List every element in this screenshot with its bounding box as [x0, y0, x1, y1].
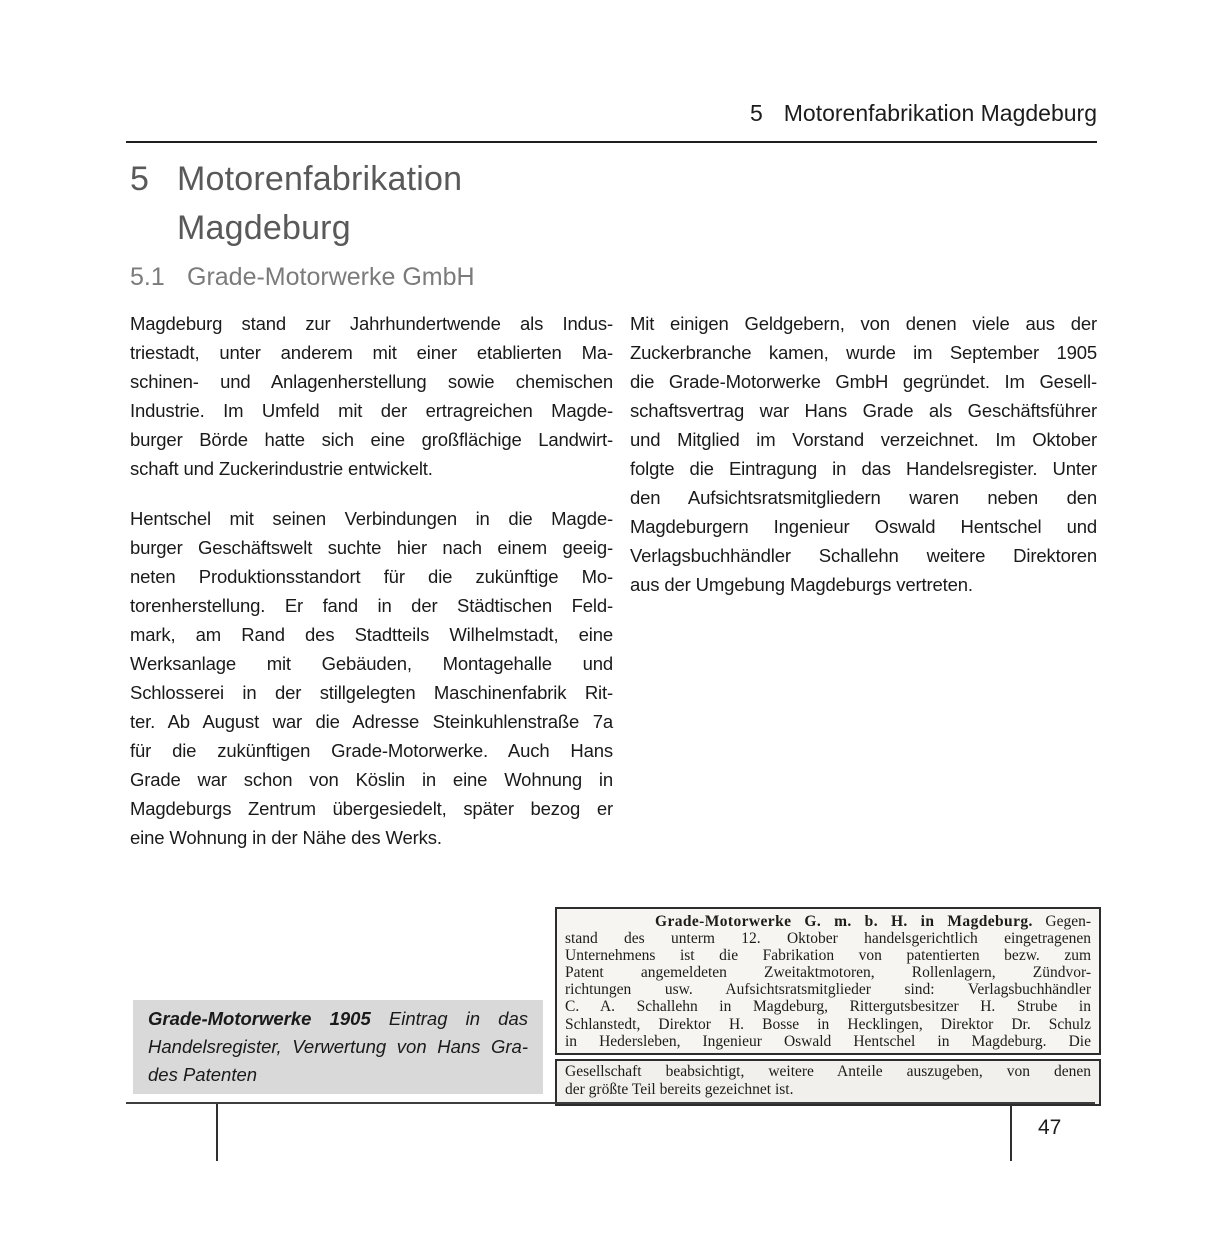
text-line: Zuckerbranche kamen, wurde im September 1905: [630, 342, 1097, 363]
paragraph: [630, 309, 1097, 599]
text-line: die Grade-Motorwerke GmbH gegründet. Im Gesell-: [630, 371, 1097, 392]
chapter-title-line1: Motorenfabrikation: [177, 160, 463, 198]
section-number: 5.1: [130, 263, 165, 291]
running-header-chapter-number: 5: [749, 100, 763, 126]
text-line: und Mitglied im Vorstand verzeichnet. Im Oktober: [630, 429, 1097, 450]
text-line: neten Produktionsstandort für die zukünftige Mo-: [130, 566, 613, 587]
text-line: Grade war schon von Köslin in eine Wohnung in: [130, 769, 613, 790]
text-line: Schlanstedt, Direktor H. Bosse in Hecklingen, Direktor Dr. Schulz: [565, 1015, 1091, 1033]
text-line: Werksanlage mit Gebäuden, Montagehalle und: [130, 653, 613, 674]
text-line: den Aufsichtsratsmitgliedern waren neben den: [630, 487, 1097, 508]
footer-rule: [126, 1102, 1095, 1104]
text-line: Industrie. Im Umfeld mit der ertragreichen Magde-: [130, 400, 613, 421]
text-line: Magdeburgern Ingenieur Oswald Hentschel und: [630, 516, 1097, 537]
running-header-title: Motorenfabrikation Magdeburg: [783, 100, 1097, 126]
left-column: [130, 309, 613, 852]
text-line: burger Börde hatte sich eine großflächige Landwirt-: [130, 429, 613, 450]
body-columns: [130, 309, 1097, 852]
chapter-heading: [130, 155, 462, 253]
text-line: schaft und Zuckerindustrie entwickelt.: [130, 458, 433, 479]
clipping-lead-rest: Gegen-: [1045, 913, 1091, 930]
clipping-box-top: [555, 907, 1101, 1055]
running-header: [750, 100, 1097, 127]
text-line: triestadt, unter anderem mit einer etablierten Ma-: [130, 342, 613, 363]
caption-bold-label: Grade-Motorwerke 1905: [148, 1008, 371, 1029]
text-line: burger Geschäftswelt suchte hier nach einem geeig-: [130, 537, 613, 558]
text-line: stand des unterm 12. Oktober handelsgerichtlich eingetragenen: [565, 930, 1091, 948]
section-title: Grade-Motorwerke GmbH: [187, 263, 475, 291]
text-line: des Patenten: [148, 1064, 258, 1085]
header-rule: [126, 141, 1097, 143]
figure-caption: [133, 1000, 543, 1094]
text-line: der größte Teil bereits gezeichnet ist.: [565, 1081, 794, 1099]
text-line: schinen- und Anlagenherstellung sowie chemischen: [130, 371, 613, 392]
caption-rest-lines: [148, 1033, 528, 1089]
clipping-body-lines: [565, 930, 1091, 1050]
chapter-title: [177, 155, 462, 253]
text-line: eine Wohnung in der Nähe des Werks.: [130, 827, 442, 848]
text-line: Magdeburg stand zur Jahrhundertwende als Indus-: [130, 313, 613, 334]
caption-line: [148, 1005, 528, 1033]
paragraph: [130, 504, 613, 852]
caption-first-line-rest: Eintrag in das: [388, 1008, 528, 1029]
text-line: Unternehmens ist die Fabrikation von patentierten bezw. zum: [565, 947, 1091, 965]
text-line: [565, 913, 1091, 930]
text-line: Hentschel mit seinen Verbindungen in die Magde-: [130, 508, 613, 529]
clipping-lead-bold: Grade-Motorwerke G. m. b. H. in Magdeburg.: [655, 913, 1033, 930]
text-line: mark, am Rand des Stadtteils Wilhelmstadt, eine: [130, 624, 613, 645]
text-line: für die zukünftigen Grade-Motorwerke. Auch Hans: [130, 740, 613, 761]
paragraph: [130, 309, 613, 483]
text-line: C. A. Schallehn in Magdeburg, Rittergutsbesitzer H. Strube in: [565, 998, 1091, 1016]
text-line: Mit einigen Geldgebern, von denen viele aus der: [630, 313, 1097, 334]
text-line: richtungen usw. Aufsichtsratsmitglieder sind: Verlagsbuchhändler: [565, 981, 1091, 999]
text-line: Patent angemeldeten Zweitaktmotoren, Rollenlagern, Zündvor-: [565, 964, 1091, 982]
text-line: ter. Ab August war die Adresse Steinkuhlenstraße 7a: [130, 711, 613, 732]
chapter-number: 5: [130, 160, 150, 198]
text-line: Handelsregister, Verwertung von Hans Gra-: [148, 1036, 528, 1057]
text-line: Verlagsbuchhändler Schallehn weitere Direktoren: [630, 545, 1097, 566]
chapter-title-line2: Magdeburg: [177, 209, 351, 247]
text-line: torenherstellung. Er fand in der Städtischen Feld-: [130, 595, 613, 616]
section-heading: [130, 263, 475, 292]
newspaper-clipping-figure: [555, 907, 1101, 1106]
clipping-box-bottom: [555, 1059, 1101, 1106]
text-line: schaftsvertrag war Hans Grade als Geschäftsführer: [630, 400, 1097, 421]
text-line: folgte die Eintragung in das Handelsregister. Unter: [630, 458, 1097, 479]
text-line: aus der Umgebung Magdeburgs vertreten.: [630, 574, 973, 595]
page-number: 47: [1038, 1116, 1062, 1139]
text-line: in Hedersleben, Ingenieur Oswald Hentschel in Magdeburg. Die: [565, 1032, 1091, 1050]
footer-tick-right: [1010, 1104, 1012, 1161]
text-line: Magdeburgs Zentrum übergesiedelt, später bezog er: [130, 798, 613, 819]
clipping-bottom-lines: [565, 1063, 1091, 1100]
footer-tick-left: [216, 1104, 218, 1161]
text-line: Schlosserei in der stillgelegten Maschinenfabrik Rit-: [130, 682, 613, 703]
text-line: Gesellschaft beabsichtigt, weitere Anteile auszugeben, von denen: [565, 1062, 1091, 1080]
right-column: [630, 309, 1097, 852]
